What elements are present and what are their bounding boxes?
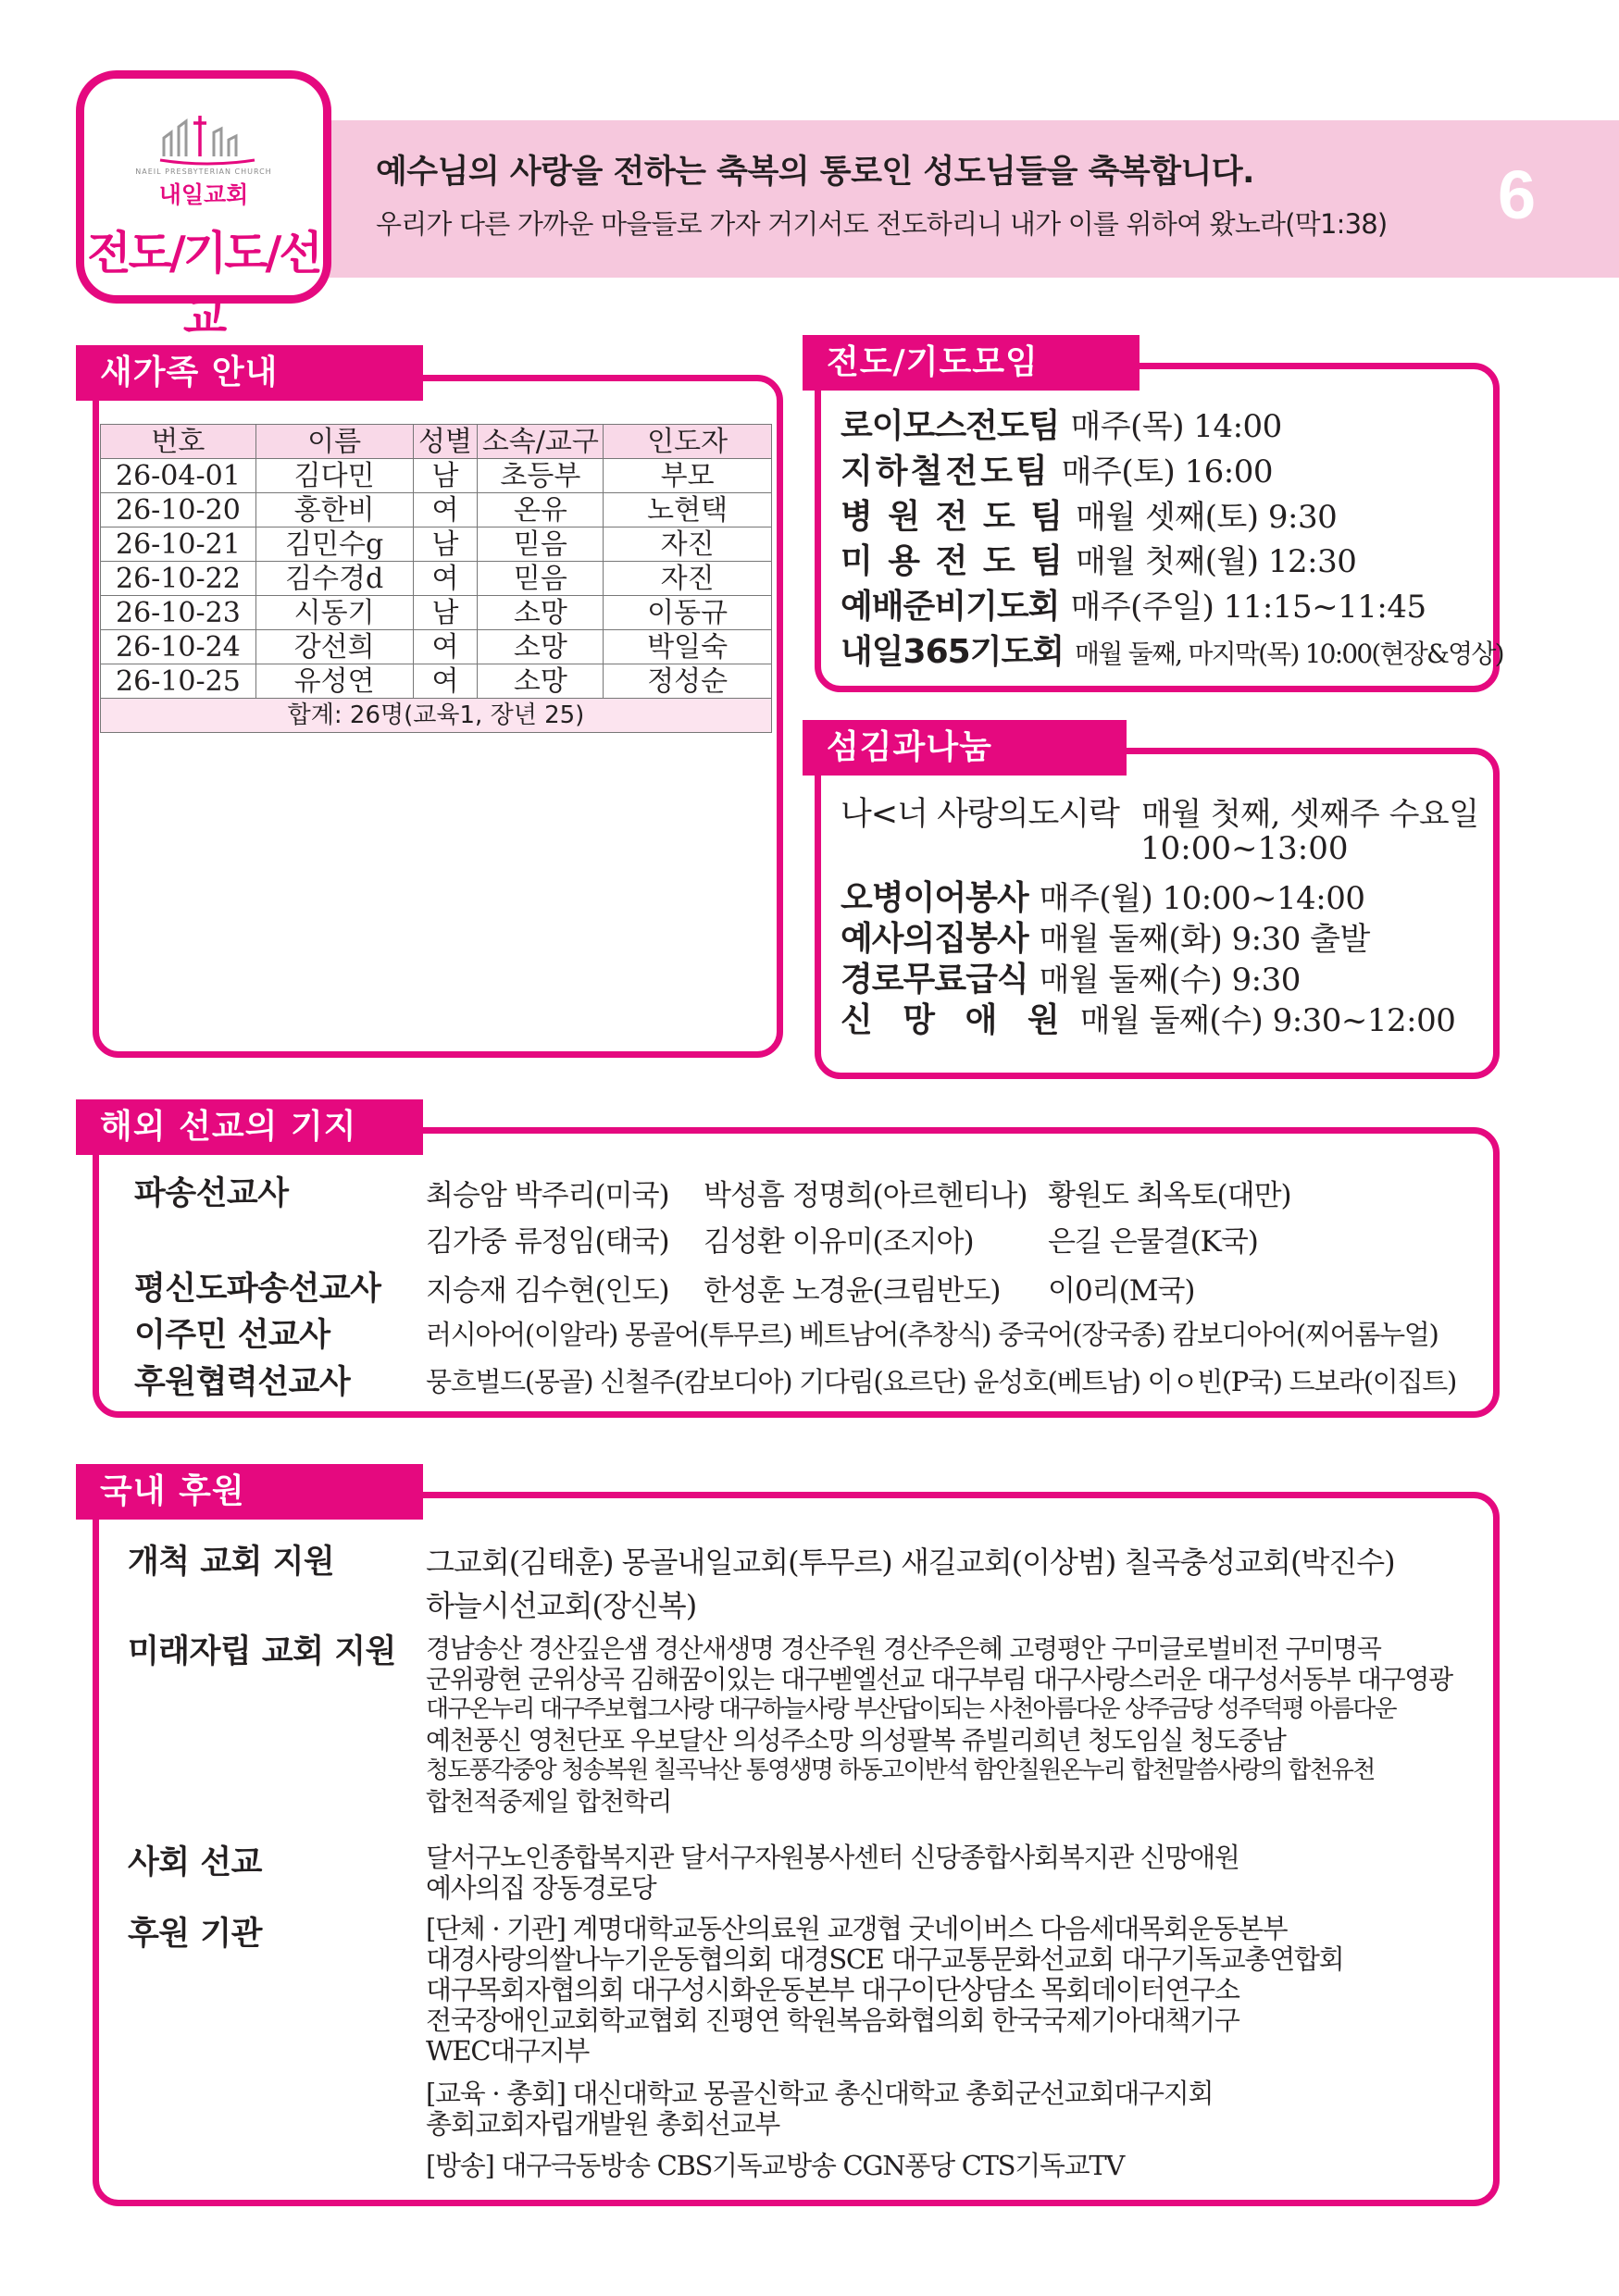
header-verse: 우리가 다른 가까운 마을들로 가자 거기서도 전도하리니 내가 이를 위하여 왔노라(막1:38) <box>376 208 1388 240</box>
social-mission-line: 달서구노인종합복지관 달서구자원봉사센터 신당종합사회복지관 신망애원 <box>426 1842 1239 1873</box>
future-church-line: 예천풍신 영천단포 우보달산 의성주소망 의성팔복 쥬빌리희년 청도임실 청도중남 <box>426 1725 1286 1756</box>
cell-number: 26-10-21 <box>101 527 256 562</box>
cell-dept: 온유 <box>478 493 604 527</box>
evangelism-name: 로이모스전도팀 <box>841 407 1060 445</box>
service-title: 섬김과나눔 <box>803 720 1127 776</box>
service-time: 매월 둘째(화) 9:30 출발 <box>1039 921 1370 958</box>
cell-sex: 여 <box>413 562 478 596</box>
service-name: 예사의집봉사 <box>841 920 1028 958</box>
table-total: 합계: 26명(교육1, 장년 25) <box>101 699 772 733</box>
support-missionary-list: 뭉흐벌드(몽골) 신철주(캄보디아) 기다림(요르단) 윤성호(베트남) 이ㅇ빈(P국) 드보라(이집트) <box>426 1366 1456 1397</box>
sent-missionary-3: 황원도 최옥토(대만) <box>1048 1179 1291 1212</box>
pioneer-church-label: 개척 교회 지원 <box>128 1544 335 1581</box>
cell-guide: 부모 <box>604 459 772 493</box>
service-item <box>841 788 1479 835</box>
sent-missionary-label: 파송선교사 <box>134 1175 289 1212</box>
support-org-line: 대구목회자협의회 대구성시화운동본부 대구이단상담소 목회데이터연구소 <box>426 1974 1239 2005</box>
table-row <box>101 664 772 699</box>
migrant-missionary-list: 러시아어(이알라) 몽골어(투무르) 베트남어(추창식) 중국어(장국종) 캄보디아어(찌어롬누얼) <box>426 1319 1438 1350</box>
new-family-title: 새가족 안내 <box>76 345 423 401</box>
cell-number: 26-10-22 <box>101 562 256 596</box>
evangelism-name: 미 용 전 도 팀 <box>841 542 1065 580</box>
logo-korean: 내일교회 <box>158 181 249 208</box>
lay-missionary-1: 지승재 김수현(인도) <box>426 1274 669 1308</box>
future-church-line: 청도풍각중앙 청송복원 칠곡낙산 통영생명 하동고이반석 함안칠원온누리 합천말씀사랑의 합천유천 <box>426 1756 1375 1784</box>
sent-missionary-6: 은길 은물결(K국) <box>1048 1225 1258 1259</box>
evangelism-time: 매주(목) 14:00 <box>1070 408 1282 445</box>
future-church-line: 경남송산 경산깊은샘 경산새생명 경산주원 경산주은혜 고령평안 구미글로벌비전 구미명곡 <box>426 1633 1381 1664</box>
church-logo-icon <box>156 112 258 168</box>
sent-missionary-1: 최승암 박주리(미국) <box>426 1179 669 1212</box>
cell-name: 김다민 <box>255 459 413 493</box>
cell-guide: 자진 <box>604 562 772 596</box>
cell-sex: 여 <box>413 630 478 664</box>
logo-english: NAEIL PRESBYTERIAN CHURCH <box>135 168 272 176</box>
cell-sex: 남 <box>413 527 478 562</box>
domestic-title: 국내 후원 <box>76 1464 423 1520</box>
future-church-line: 합천적중제일 합천학리 <box>426 1786 672 1817</box>
evangelism-time: 매주(토) 16:00 <box>1061 453 1274 490</box>
sent-missionary-4: 김가중 류정임(태국) <box>426 1225 669 1259</box>
cell-guide: 정성순 <box>604 664 772 699</box>
cell-guide: 노현택 <box>604 493 772 527</box>
cell-name: 유성연 <box>255 664 413 699</box>
column-header: 번호 <box>101 425 256 459</box>
cell-name: 홍한비 <box>255 493 413 527</box>
evangelism-name: 지하철전도팀 <box>841 453 1051 490</box>
service-name: 나<너 사랑의도시락 <box>841 796 1119 833</box>
evangelism-item <box>841 626 1503 673</box>
cell-dept: 초등부 <box>478 459 604 493</box>
page-number: 6 <box>1498 156 1537 233</box>
sent-missionary-5: 김성환 이유미(조지아) <box>704 1225 974 1259</box>
cell-name: 시동기 <box>255 596 413 630</box>
page-section-title: 전도/기도/선교 <box>87 227 320 344</box>
cell-guide: 이동규 <box>604 596 772 630</box>
cell-name: 김수경d <box>255 562 413 596</box>
support-missionary-label: 후원협력선교사 <box>134 1364 351 1401</box>
cell-dept: 소망 <box>478 630 604 664</box>
evangelism-name: 내일365기도회 <box>841 633 1065 671</box>
education-org-line: [교육 · 총회] 대신대학교 몽골신학교 총신대학교 총회군선교회대구지회 <box>426 2078 1214 2109</box>
cell-guide: 박일숙 <box>604 630 772 664</box>
evangelism-name: 병 원 전 도 팀 <box>841 498 1065 536</box>
future-church-label: 미래자립 교회 지원 <box>128 1633 396 1670</box>
table-row <box>101 562 772 596</box>
new-family-table <box>100 424 772 733</box>
evangelism-time: 매월 둘째, 마지막(목) 10:00(현장&영상) <box>1075 639 1503 669</box>
pioneer-church-line: 그교회(김태훈) 몽골내일교회(투무르) 새길교회(이상범) 칠곡충성교회(박진수) <box>426 1545 1395 1580</box>
table-row <box>101 596 772 630</box>
service-time: 매월 둘째(수) 9:30~12:00 <box>1079 1002 1456 1039</box>
column-header: 소속/교구 <box>478 425 604 459</box>
cell-sex: 여 <box>413 493 478 527</box>
column-header: 성별 <box>413 425 478 459</box>
broadcast-org-line: [방송] 대구극동방송 CBS기독교방송 CGN퐁당 CTS기독교TV <box>426 2150 1125 2181</box>
service-time: 매월 첫째, 셋째주 수요일 <box>1140 796 1479 833</box>
sent-missionary-2: 박성흠 정명희(아르헨티나) <box>704 1179 1027 1212</box>
cell-sex: 남 <box>413 459 478 493</box>
support-org-line: 대경사랑의쌀나누기운동협의회 대경SCE 대구교통문화선교회 대구기독교총연합회 <box>426 1943 1344 1975</box>
migrant-missionary-label: 이주민 선교사 <box>134 1317 330 1354</box>
evangelism-item <box>841 445 1273 492</box>
future-church-line: 군위광현 군위상곡 김해꿈이있는 대구벧엘선교 대구부림 대구사랑스러운 대구성서동부 대구영광 <box>426 1664 1452 1694</box>
lay-missionary-label: 평신도파송선교사 <box>134 1271 381 1308</box>
table-row <box>101 493 772 527</box>
support-org-line: WEC대구지부 <box>426 2035 590 2066</box>
overseas-title: 해외 선교의 기지 <box>76 1099 423 1155</box>
service-name: 경로무료급식 <box>841 961 1028 999</box>
evangelism-time: 매주(주일) 11:15~11:45 <box>1070 589 1426 626</box>
cell-dept: 믿음 <box>478 562 604 596</box>
cell-dept: 믿음 <box>478 527 604 562</box>
cell-guide: 자진 <box>604 527 772 562</box>
table-header-row <box>101 425 772 459</box>
support-org-label: 후원 기관 <box>128 1916 262 1953</box>
cell-dept: 소망 <box>478 596 604 630</box>
evangelism-item <box>841 400 1282 447</box>
cell-sex: 여 <box>413 664 478 699</box>
service-time-line2: 10:00~13:00 <box>1140 830 1349 867</box>
evangelism-item <box>841 490 1337 538</box>
evangelism-time: 매월 첫째(월) 12:30 <box>1076 543 1357 580</box>
evangelism-item <box>841 535 1356 582</box>
lay-missionary-2: 한성훈 노경윤(크림반도) <box>704 1274 1001 1308</box>
evangelism-item <box>841 580 1426 627</box>
cell-number: 26-04-01 <box>101 459 256 493</box>
support-org-line: [단체 · 기관] 계명대학교동산의료원 교갱협 굿네이버스 다음세대목회운동본부 <box>426 1913 1288 1944</box>
cell-name: 강선희 <box>255 630 413 664</box>
cell-number: 26-10-23 <box>101 596 256 630</box>
table-row <box>101 630 772 664</box>
table-row <box>101 527 772 562</box>
cell-number: 26-10-20 <box>101 493 256 527</box>
service-time-continued <box>1140 830 1348 867</box>
evangelism-name: 예배준비기도회 <box>841 588 1060 626</box>
evangelism-time: 매월 셋째(토) 9:30 <box>1076 499 1338 536</box>
header-band <box>324 120 1619 278</box>
table-total-row <box>101 699 772 733</box>
logo-box <box>76 70 331 344</box>
education-org-line: 총회교회자립개발원 총회선교부 <box>426 2108 779 2140</box>
social-mission-line: 예사의집 장동경로당 <box>426 1872 656 1904</box>
header-blessing: 예수님의 사랑을 전하는 축복의 통로인 성도님들을 축복합니다. <box>376 154 1254 191</box>
support-org-line: 전국장애인교회학교협회 진평연 학원복음화협의회 한국국제기아대책기구 <box>426 2004 1239 2036</box>
service-item <box>841 994 1455 1041</box>
lay-missionary-3: 이0리(M국) <box>1048 1274 1195 1308</box>
table-row <box>101 459 772 493</box>
service-name: 오병이어봉사 <box>841 879 1028 917</box>
future-church-line: 대구온누리 대구주보협그사랑 대구하늘사랑 부산답이되는 사천아름다운 상주금당 성주덕평 아름다운 <box>426 1695 1396 1723</box>
cell-sex: 남 <box>413 596 478 630</box>
social-mission-label: 사회 선교 <box>128 1844 262 1881</box>
cell-number: 26-10-24 <box>101 630 256 664</box>
service-time: 매월 둘째(수) 9:30 <box>1039 962 1301 999</box>
evangelism-title: 전도/기도모임 <box>803 335 1140 391</box>
pioneer-church-line: 하늘시선교회(장신복) <box>426 1588 697 1623</box>
column-header: 이름 <box>255 425 413 459</box>
column-header: 인도자 <box>604 425 772 459</box>
service-time: 매주(월) 10:00~14:00 <box>1039 880 1365 917</box>
cell-number: 26-10-25 <box>101 664 256 699</box>
cell-dept: 소망 <box>478 664 604 699</box>
cell-name: 김민수g <box>255 527 413 562</box>
service-name: 신 망 애 원 <box>841 1001 1069 1039</box>
